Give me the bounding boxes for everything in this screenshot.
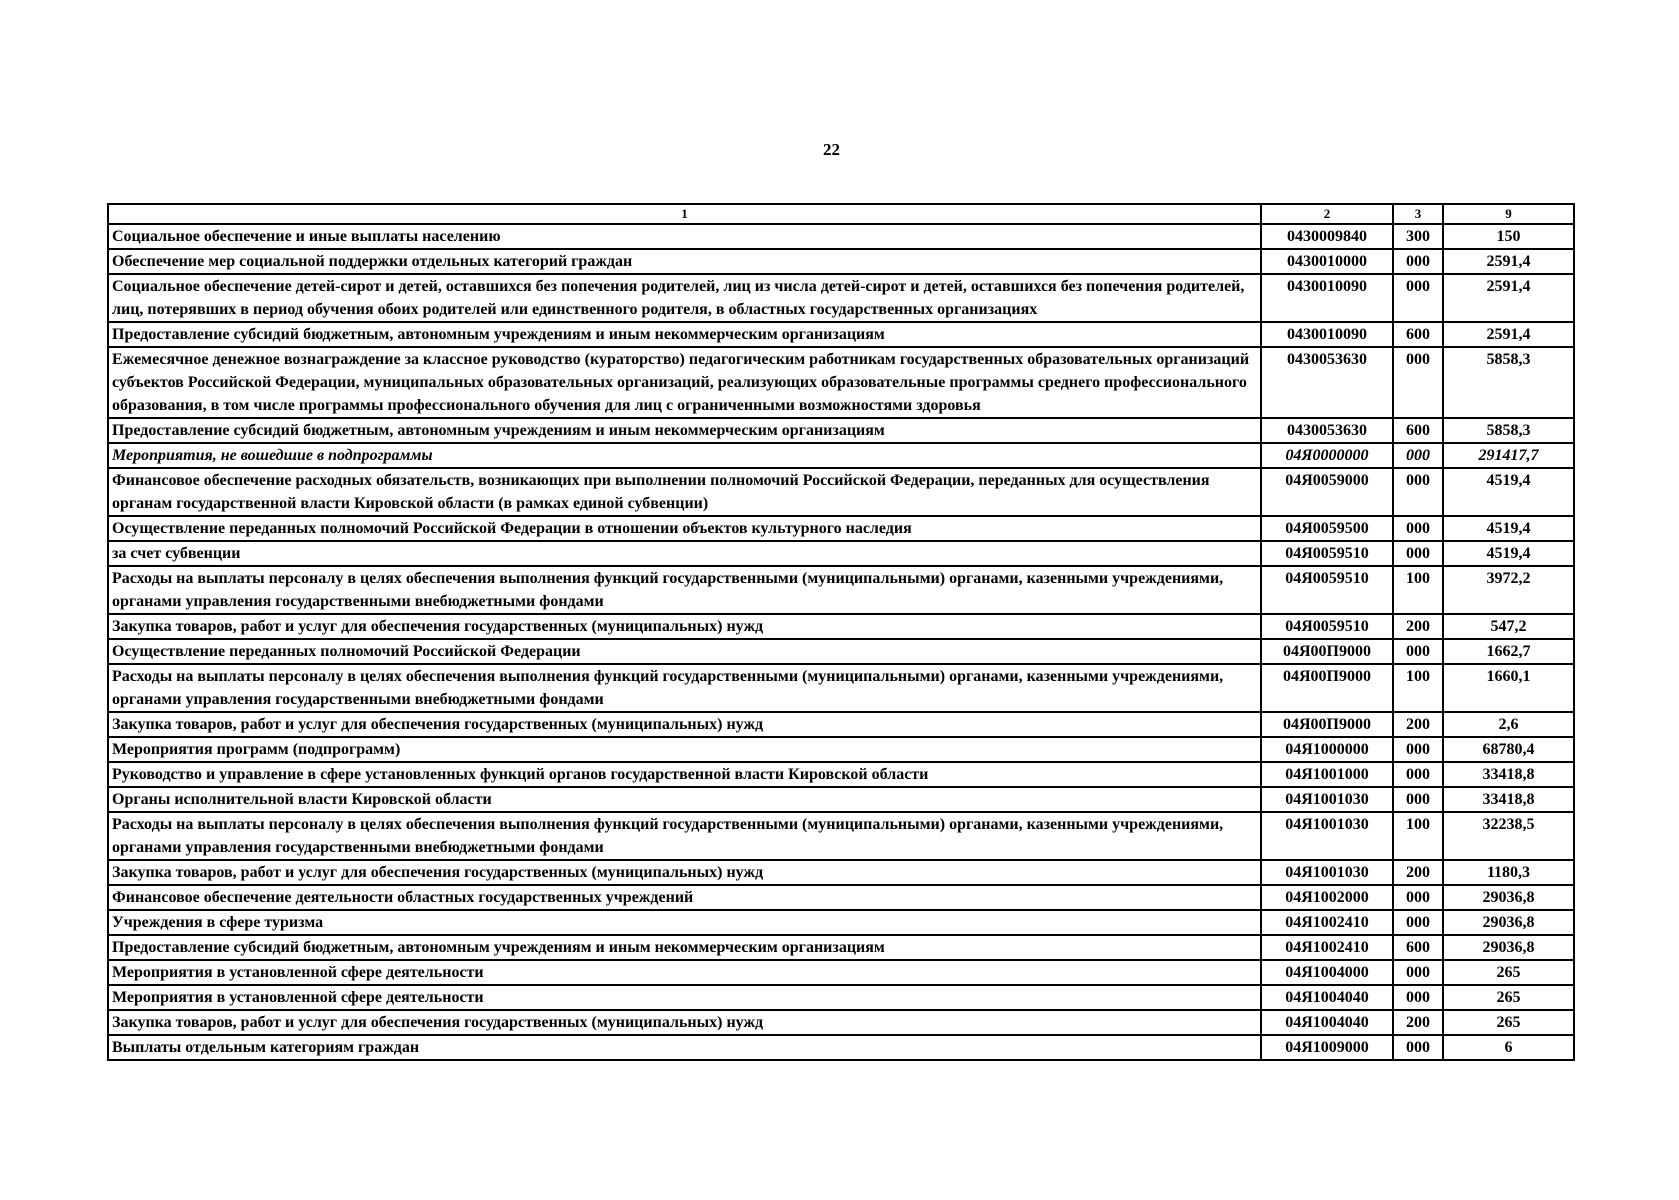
row-code: 04Я0059500 [1261, 516, 1393, 541]
row-code: 04Я0059510 [1261, 566, 1393, 614]
row-amount: 6 [1443, 1035, 1574, 1060]
row-amount: 29036,8 [1443, 885, 1574, 910]
row-description: Финансовое обеспечение деятельности областных государственных учреждений [108, 885, 1261, 910]
row-description: Предоставление субсидий бюджетным, автономным учреждениям и иным некоммерческим организациям [108, 322, 1261, 347]
row-code: 04Я1004000 [1261, 960, 1393, 985]
row-amount: 150 [1443, 224, 1574, 249]
header-col-3: 3 [1393, 204, 1443, 224]
table-row [108, 762, 1574, 787]
row-amount: 2591,4 [1443, 274, 1574, 322]
row-amount: 33418,8 [1443, 762, 1574, 787]
row-amount: 68780,4 [1443, 737, 1574, 762]
row-expense-type: 200 [1393, 860, 1443, 885]
row-code: 04Я1001000 [1261, 762, 1393, 787]
row-amount: 5858,3 [1443, 418, 1574, 443]
table-row [108, 712, 1574, 737]
row-amount: 2591,4 [1443, 322, 1574, 347]
row-description: Осуществление переданных полномочий Российской Федерации в отношении объектов культурного наследия [108, 516, 1261, 541]
row-code: 04Я0059510 [1261, 614, 1393, 639]
table-row [108, 985, 1574, 1010]
row-expense-type: 200 [1393, 712, 1443, 737]
row-expense-type: 000 [1393, 274, 1443, 322]
row-expense-type: 000 [1393, 1035, 1443, 1060]
row-expense-type: 300 [1393, 224, 1443, 249]
row-description: Финансовое обеспечение расходных обязательств, возникающих при выполнении полномочий Российской Федерации, переданных для осуществления органам государственной власти Кировской области (в рамках единой субвенции) [108, 468, 1261, 516]
row-code: 04Я1004040 [1261, 1010, 1393, 1035]
row-description: за счет субвенции [108, 541, 1261, 566]
table-row [108, 347, 1574, 418]
row-code: 04Я00П9000 [1261, 712, 1393, 737]
row-code: 0430010090 [1261, 274, 1393, 322]
row-amount: 32238,5 [1443, 812, 1574, 860]
row-code: 0430053630 [1261, 418, 1393, 443]
row-expense-type: 000 [1393, 762, 1443, 787]
row-expense-type: 000 [1393, 737, 1443, 762]
table-row [108, 935, 1574, 960]
row-code: 04Я0059510 [1261, 541, 1393, 566]
table-row [108, 541, 1574, 566]
table-row [108, 860, 1574, 885]
row-expense-type: 000 [1393, 639, 1443, 664]
row-amount: 4519,4 [1443, 516, 1574, 541]
row-description: Обеспечение мер социальной поддержки отдельных категорий граждан [108, 249, 1261, 274]
row-code: 0430010090 [1261, 322, 1393, 347]
table-row [108, 224, 1574, 249]
row-description: Закупка товаров, работ и услуг для обеспечения государственных (муниципальных) нужд [108, 614, 1261, 639]
row-amount: 29036,8 [1443, 935, 1574, 960]
table-row [108, 274, 1574, 322]
row-expense-type: 100 [1393, 566, 1443, 614]
table-row [108, 249, 1574, 274]
row-code: 0430010000 [1261, 249, 1393, 274]
row-description: Расходы на выплаты персоналу в целях обеспечения выполнения функций государственными (муниципальными) органами, казенными учреждениями, органами управления государственными внебюджетными фондами [108, 812, 1261, 860]
row-code: 04Я1001030 [1261, 787, 1393, 812]
row-description: Расходы на выплаты персоналу в целях обеспечения выполнения функций государственными (муниципальными) органами, казенными учреждениями, органами управления государственными внебюджетными фондами [108, 566, 1261, 614]
header-col-9: 9 [1443, 204, 1574, 224]
table-row [108, 322, 1574, 347]
row-amount: 5858,3 [1443, 347, 1574, 418]
row-code: 0430009840 [1261, 224, 1393, 249]
row-amount: 265 [1443, 1010, 1574, 1035]
row-description: Предоставление субсидий бюджетным, автономным учреждениям и иным некоммерческим организациям [108, 935, 1261, 960]
row-description: Ежемесячное денежное вознаграждение за классное руководство (кураторство) педагогическим работникам государственных образовательных организаций субъектов Российской Федерации, муниципальных образовательных организаций, реализующих образовательные программы среднего профессионального образования, в том числе программы профессионального обучения для лиц с ограниченными возможностями здоровья [108, 347, 1261, 418]
row-code: 04Я1002410 [1261, 935, 1393, 960]
row-expense-type: 000 [1393, 249, 1443, 274]
row-amount: 3972,2 [1443, 566, 1574, 614]
row-code: 04Я1009000 [1261, 1035, 1393, 1060]
table-row [108, 639, 1574, 664]
row-code: 04Я1001030 [1261, 812, 1393, 860]
row-description: Закупка товаров, работ и услуг для обеспечения государственных (муниципальных) нужд [108, 860, 1261, 885]
row-expense-type: 000 [1393, 541, 1443, 566]
row-expense-type: 600 [1393, 935, 1443, 960]
table-row [108, 960, 1574, 985]
row-code: 04Я0059000 [1261, 468, 1393, 516]
header-col-2: 2 [1261, 204, 1393, 224]
table-row [108, 468, 1574, 516]
row-amount: 4519,4 [1443, 541, 1574, 566]
row-expense-type: 000 [1393, 468, 1443, 516]
row-description: Социальное обеспечение и иные выплаты населению [108, 224, 1261, 249]
row-description: Предоставление субсидий бюджетным, автономным учреждениям и иным некоммерческим организациям [108, 418, 1261, 443]
table-row [108, 664, 1574, 712]
row-amount: 265 [1443, 960, 1574, 985]
row-amount: 29036,8 [1443, 910, 1574, 935]
budget-table [107, 203, 1575, 1061]
row-code: 04Я00П9000 [1261, 639, 1393, 664]
row-code: 04Я00П9000 [1261, 664, 1393, 712]
row-expense-type: 100 [1393, 812, 1443, 860]
page-number: 22 [823, 140, 840, 159]
row-amount: 2591,4 [1443, 249, 1574, 274]
row-expense-type: 000 [1393, 787, 1443, 812]
row-description: Закупка товаров, работ и услуг для обеспечения государственных (муниципальных) нужд [108, 712, 1261, 737]
row-amount: 265 [1443, 985, 1574, 1010]
table-row [108, 812, 1574, 860]
table-row [108, 910, 1574, 935]
table-row [108, 566, 1574, 614]
row-code: 04Я1001030 [1261, 860, 1393, 885]
row-description: Социальное обеспечение детей-сирот и детей, оставшихся без попечения родителей, лиц из числа детей-сирот и детей, оставшихся без попечения родителей, лиц, потерявших в период обучения обоих родителей или единственного родителя, в областных государственных организациях [108, 274, 1261, 322]
table-row [108, 737, 1574, 762]
row-amount: 1660,1 [1443, 664, 1574, 712]
row-description: Закупка товаров, работ и услуг для обеспечения государственных (муниципальных) нужд [108, 1010, 1261, 1035]
row-expense-type: 000 [1393, 960, 1443, 985]
table-row [108, 614, 1574, 639]
row-description: Руководство и управление в сфере установленных функций органов государственной власти Кировской области [108, 762, 1261, 787]
table-row [108, 516, 1574, 541]
row-expense-type: 600 [1393, 418, 1443, 443]
header-col-1: 1 [108, 204, 1261, 224]
row-code: 04Я0000000 [1261, 443, 1393, 468]
row-amount: 33418,8 [1443, 787, 1574, 812]
row-code: 04Я1002000 [1261, 885, 1393, 910]
row-amount: 4519,4 [1443, 468, 1574, 516]
row-description: Расходы на выплаты персоналу в целях обеспечения выполнения функций государственными (муниципальными) органами, казенными учреждениями, органами управления государственными внебюджетными фондами [108, 664, 1261, 712]
row-expense-type: 000 [1393, 347, 1443, 418]
table-header-row [108, 204, 1574, 224]
row-description: Мероприятия в установленной сфере деятельности [108, 960, 1261, 985]
row-description: Органы исполнительной власти Кировской области [108, 787, 1261, 812]
row-description: Учреждения в сфере туризма [108, 910, 1261, 935]
row-description: Мероприятия программ (подпрограмм) [108, 737, 1261, 762]
row-expense-type: 200 [1393, 614, 1443, 639]
row-description: Выплаты отдельным категориям граждан [108, 1035, 1261, 1060]
row-expense-type: 000 [1393, 516, 1443, 541]
row-amount: 2,6 [1443, 712, 1574, 737]
row-expense-type: 000 [1393, 885, 1443, 910]
row-expense-type: 600 [1393, 322, 1443, 347]
row-expense-type: 000 [1393, 910, 1443, 935]
row-amount: 1662,7 [1443, 639, 1574, 664]
row-amount: 547,2 [1443, 614, 1574, 639]
table-row [108, 885, 1574, 910]
row-expense-type: 000 [1393, 985, 1443, 1010]
row-code: 0430053630 [1261, 347, 1393, 418]
row-description: Мероприятия, не вошедшие в подпрограммы [108, 443, 1261, 468]
row-expense-type: 100 [1393, 664, 1443, 712]
row-expense-type: 200 [1393, 1010, 1443, 1035]
table-row [108, 1010, 1574, 1035]
row-code: 04Я1004040 [1261, 985, 1393, 1010]
row-code: 04Я1002410 [1261, 910, 1393, 935]
table-row [108, 418, 1574, 443]
row-amount: 291417,7 [1443, 443, 1574, 468]
table-row [108, 443, 1574, 468]
row-code: 04Я1000000 [1261, 737, 1393, 762]
row-amount: 1180,3 [1443, 860, 1574, 885]
row-description: Мероприятия в установленной сфере деятельности [108, 985, 1261, 1010]
row-description: Осуществление переданных полномочий Российской Федерации [108, 639, 1261, 664]
table-row [108, 787, 1574, 812]
table-row [108, 1035, 1574, 1060]
row-expense-type: 000 [1393, 443, 1443, 468]
